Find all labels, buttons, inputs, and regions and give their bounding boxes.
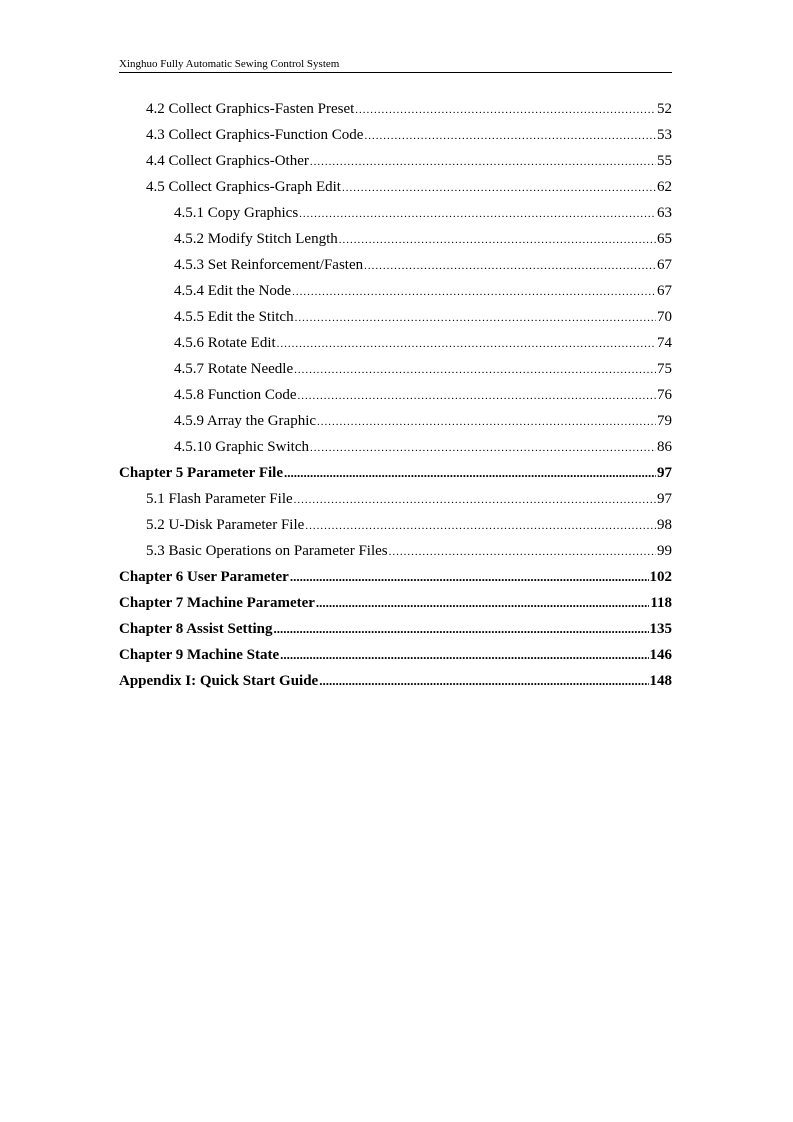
dot-leader: [294, 490, 656, 510]
table-of-contents: [119, 99, 672, 697]
toc-entry-title: 4.5.7 Rotate Needle: [174, 361, 294, 377]
toc-entry-title: 4.5.4 Edit the Node: [174, 283, 292, 299]
running-header: Xinghuo Fully Automatic Sewing Control System: [119, 58, 672, 73]
toc-entry-title: 4.5.1 Copy Graphics: [174, 205, 299, 221]
toc-entry[interactable]: [119, 463, 672, 489]
toc-entry[interactable]: [119, 229, 672, 255]
toc-entry-page: 97: [657, 491, 672, 507]
dot-leader: [317, 412, 656, 432]
toc-entry-title: 4.5.3 Set Reinforcement/Fasten: [174, 257, 364, 273]
toc-entry[interactable]: [119, 671, 672, 697]
dot-leader: [274, 619, 649, 639]
dot-leader: [277, 334, 656, 354]
toc-entry-page: 76: [657, 387, 672, 403]
dot-leader: [298, 386, 657, 406]
dot-leader: [310, 152, 656, 172]
toc-entry-page: 118: [650, 595, 672, 611]
toc-entry-page: 67: [657, 257, 672, 273]
toc-entry[interactable]: [119, 567, 672, 593]
toc-entry-title: Chapter 9 Machine State: [119, 647, 280, 663]
dot-leader: [292, 282, 656, 302]
toc-entry-title: Chapter 6 User Parameter: [119, 569, 289, 585]
toc-entry-title: 5.1 Flash Parameter File: [146, 491, 293, 507]
toc-entry-page: 99: [657, 543, 672, 559]
toc-entry[interactable]: [119, 203, 672, 229]
toc-entry[interactable]: [119, 593, 672, 619]
toc-entry[interactable]: [119, 151, 672, 177]
toc-entry-title: 4.5.5 Edit the Stitch: [174, 309, 294, 325]
toc-entry-title: Chapter 8 Assist Setting: [119, 621, 273, 637]
dot-leader: [339, 230, 656, 250]
toc-entry[interactable]: [119, 333, 672, 359]
dot-leader: [364, 256, 656, 276]
toc-entry-page: 74: [657, 335, 672, 351]
toc-entry[interactable]: [119, 255, 672, 281]
toc-entry[interactable]: [119, 515, 672, 541]
dot-leader: [299, 204, 656, 224]
toc-entry-page: 79: [657, 413, 672, 429]
toc-entry-title: 5.2 U-Disk Parameter File: [146, 517, 305, 533]
dot-leader: [389, 542, 656, 562]
dot-leader: [305, 516, 656, 536]
toc-entry[interactable]: [119, 437, 672, 463]
toc-entry-page: 55: [657, 153, 672, 169]
dot-leader: [342, 178, 656, 198]
dot-leader: [280, 645, 648, 665]
dot-leader: [319, 671, 648, 691]
toc-entry[interactable]: [119, 619, 672, 645]
toc-entry[interactable]: [119, 489, 672, 515]
toc-entry-title: 4.5.2 Modify Stitch Length: [174, 231, 338, 247]
toc-entry-page: 62: [657, 179, 672, 195]
toc-entry-title: Chapter 5 Parameter File: [119, 465, 283, 481]
toc-entry-page: 102: [649, 569, 672, 585]
toc-entry[interactable]: [119, 541, 672, 567]
toc-entry-page: 86: [657, 439, 672, 455]
toc-entry[interactable]: [119, 645, 672, 671]
toc-entry-page: 52: [657, 101, 672, 117]
toc-entry-title: 4.5.10 Graphic Switch: [174, 439, 309, 455]
dot-leader: [310, 438, 656, 458]
toc-entry-page: 53: [657, 127, 672, 143]
toc-entry-title: 5.3 Basic Operations on Parameter Files: [146, 543, 388, 559]
toc-entry-page: 97: [657, 465, 672, 481]
toc-entry[interactable]: [119, 385, 672, 411]
toc-entry[interactable]: [119, 125, 672, 151]
toc-entry-page: 98: [657, 517, 672, 533]
dot-leader: [295, 308, 656, 328]
toc-entry-page: 148: [649, 673, 672, 689]
toc-entry[interactable]: [119, 307, 672, 333]
toc-entry-title: 4.3 Collect Graphics-Function Code: [146, 127, 364, 143]
toc-entry-page: 135: [649, 621, 672, 637]
toc-entry-title: 4.5 Collect Graphics-Graph Edit: [146, 179, 341, 195]
toc-entry-title: Appendix I: Quick Start Guide: [119, 673, 319, 689]
toc-entry-title: Chapter 7 Machine Parameter: [119, 595, 315, 611]
toc-entry-title: 4.5.8 Function Code: [174, 387, 297, 403]
dot-leader: [294, 360, 656, 380]
toc-entry[interactable]: [119, 411, 672, 437]
toc-entry-page: 75: [657, 361, 672, 377]
toc-entry-title: 4.2 Collect Graphics-Fasten Preset: [146, 101, 355, 117]
toc-entry-title: 4.4 Collect Graphics-Other: [146, 153, 309, 169]
toc-entry[interactable]: [119, 359, 672, 385]
toc-entry-page: 67: [657, 283, 672, 299]
dot-leader: [355, 100, 656, 120]
dot-leader: [284, 463, 656, 483]
dot-leader: [290, 567, 649, 587]
toc-entry[interactable]: [119, 281, 672, 307]
toc-entry-page: 70: [657, 309, 672, 325]
toc-entry-title: 4.5.9 Array the Graphic: [174, 413, 317, 429]
dot-leader: [316, 593, 649, 613]
toc-entry-page: 146: [649, 647, 672, 663]
toc-entry-title: 4.5.6 Rotate Edit: [174, 335, 276, 351]
toc-entry[interactable]: [119, 177, 672, 203]
toc-entry-page: 63: [657, 205, 672, 221]
dot-leader: [364, 126, 656, 146]
toc-entry-page: 65: [657, 231, 672, 247]
toc-entry[interactable]: [119, 99, 672, 125]
